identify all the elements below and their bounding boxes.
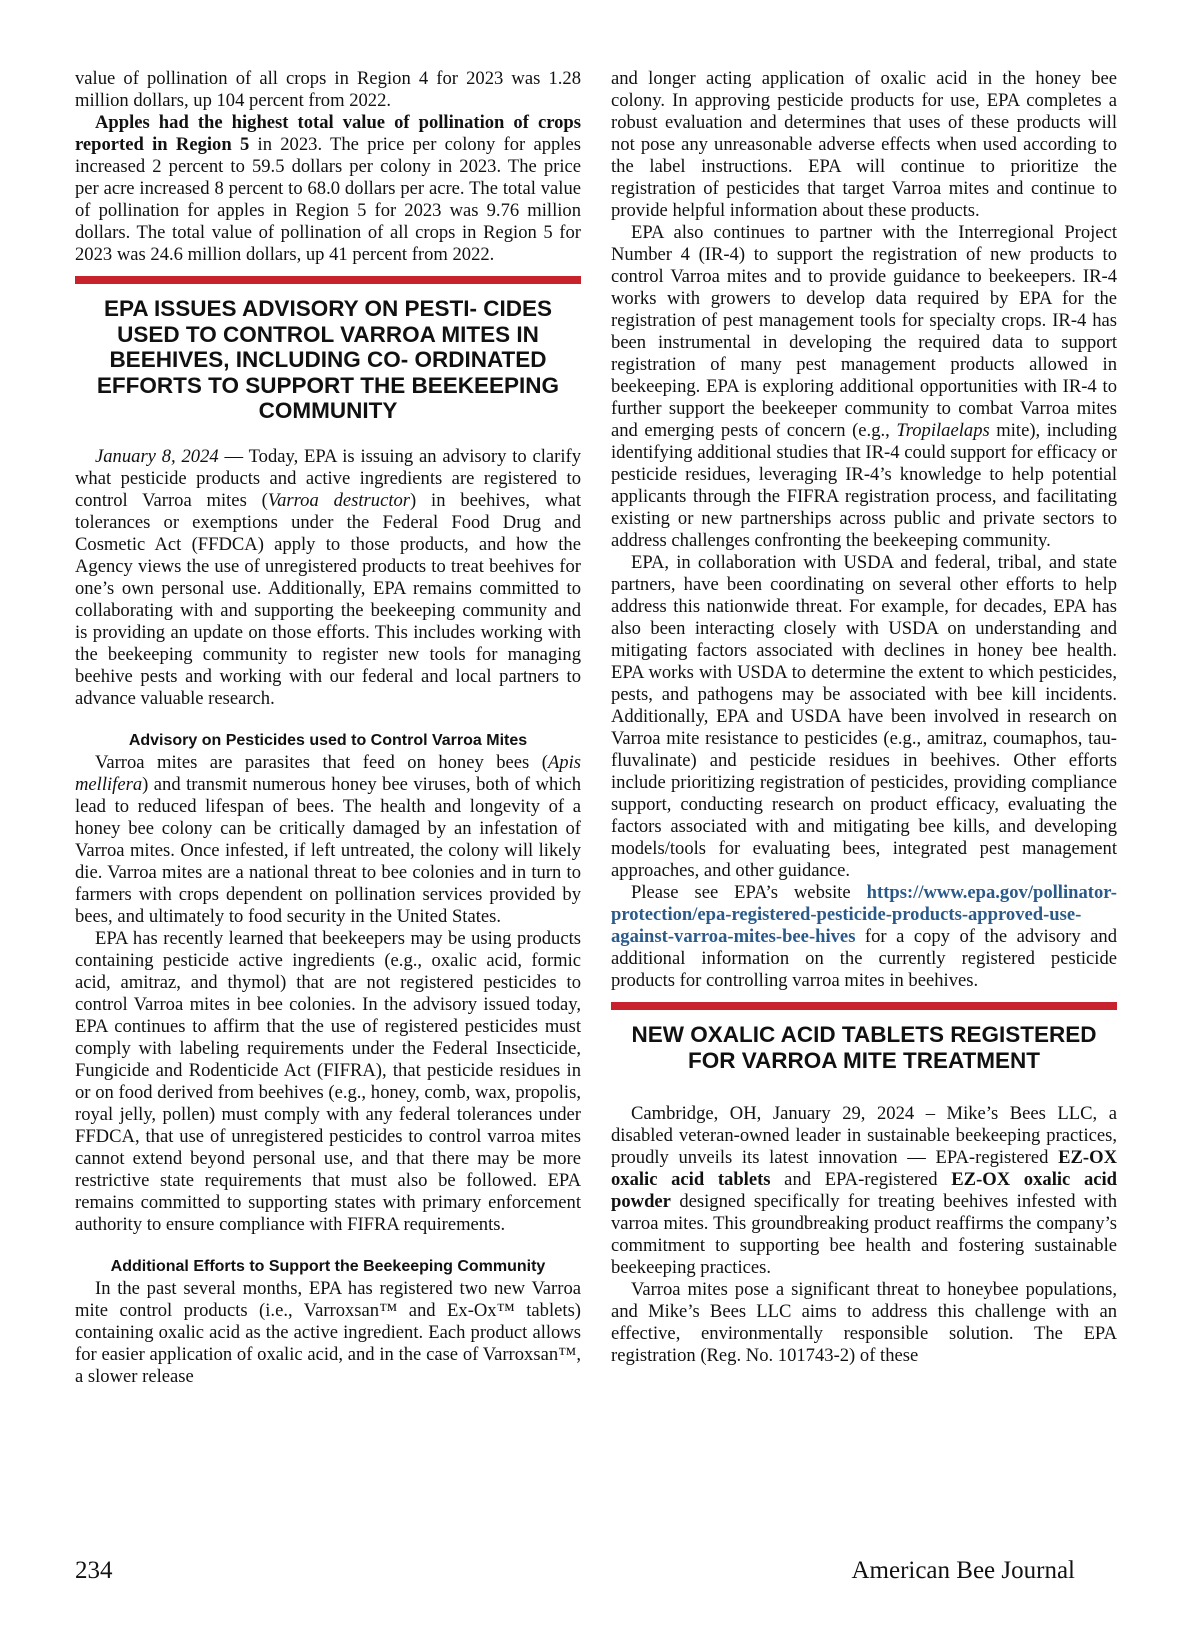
article-paragraph: January 8, 2024 — Today, EPA is issuing an advisory to clarify what pesticide products and active ingredients are registered to control Varroa mites (Varroa destructor) in beehives, what tolerances or exemptions under the Federal Food Drug and Cosmetic Act (FFDCA) apply to those products, and how the Agency views the use of unregistered products to treat beehives for one’s own personal use. Additionally, EPA remains committed to collaborating with and supporting the beekeeping community and is providing an update on those efforts. This includes working with the beekeeping community to register new tools for managing beehive pests and working with our federal and local partners to advance valuable research. (75, 445, 582, 709)
right-column (611, 68, 1117, 1367)
article-paragraph: EPA has recently learned that beekeepers may be using products containing pesticide active ingredients (e.g., oxalic acid, formic acid, amitraz, and thymol) that are not registered pesticides to control Varroa mites in bee colonies. In the advisory issued today, EPA continues to affirm that the use of registered pesticides must comply with labeling requirements under the Federal Insecticide, Fungicide and Rodenticide Act (FIFRA), that pesticide residues in or on food derived from beehives (e.g., honey, comb, wax, propolis, royal jelly, pollen) must comply with any federal tolerances under FFDCA, that use of unregistered pesticides to control varroa mites cannot extend beyond personal use, and that there may be more restrictive state requirements that must also be followed. EPA remains committed to supporting states with primary enforcement authority to ensure compliance with FIFRA requirements. (75, 927, 581, 1235)
bold-lead-text: Apples had the highest total value of pollination of crops reported in Region 5 (75, 112, 581, 155)
article-paragraph: and longer acting application of oxalic acid in the honey bee colony. In approving pesticide products for use, EPA completes a robust evaluation and determines that uses of these products will not pose any unreasonable adverse effects when used according to the label instructions. EPA will continue to prioritize the registration of pesticides that target Varroa mites and continue to provide helpful information about these products. (611, 68, 1117, 221)
article-paragraph: Please see EPA’s website https://www.epa.gov/pollinator-protection/epa-registered-pesticide-products-approved-use-against-varroa-mites-bee-hives for a copy of the advisory and additional information on the currently registered pesticide products for controlling varroa mites in beehives. (611, 882, 1117, 991)
left-column (75, 68, 581, 1388)
article-paragraph: EPA, in collaboration with USDA and federal, tribal, and state partners, have been coordinating on several other efforts to help address this nationwide threat. For example, for decades, EPA has also been interacting closely with USDA on understanding and mitigating factors associated with declines in honey bee health. EPA works with USDA to determine the extent to which pesticides, pests, and pathogens may be associated with bee kill incidents. Additionally, EPA and USDA have been involved in research on Varroa mite resistance to pesticides (e.g., amitraz, coumaphos, tau-fluvalinate) and pesticide residues in beehives. Other efforts include prioritizing registration of pesticides, providing compliance support, conducting research on product efficacy, evaluating the factors associated with and mitigating bee kills, and developing models/tools for evaluating bees, integrated pest management approaches, and other guidance. (611, 552, 1117, 881)
article-paragraph: EPA also continues to partner with the Interregional Project Number 4 (IR-4) to support the registration of new products to control Varroa mites and to provide guidance to beekeepers. IR-4 works with growers to develop data required by EPA for the registration of pest management tools for specialty crops. IR-4 has been instrumental in developing the required data to support registration of many pest management products allowed in beekeeping. EPA is exploring additional opportunities with IR-4 to further support the beekeeper community to combat Varroa mites and emerging pests of concern (e.g., Tropilaelaps mite), including identifying additional studies that IR-4 could support for efficacy or pesticide residues, leveraging IR-4’s knowledge to help potential applicants through the FIFRA registration process, and facilitating existing or new partnerships across public and private sectors to address challenges confronting the beekeeping community. (611, 222, 1118, 551)
article-headline: EPA ISSUES ADVISORY ON PESTI- CIDES USED TO CONTROL VARROA MITES IN BEEHIVES, INCLUDING CO- ORDINATED EFFORTS TO SUPPORT THE BEEKEEPING COMMUNITY (96, 296, 560, 423)
page-number: 234 (75, 1557, 113, 1584)
article-paragraph: In the past several months, EPA has registered two new Varroa mite control products (i.e., Varroxsan™ and Ex-Ox™ tablets) containing oxalic acid as the active ingredient. Each product allows for easier application of oxalic acid, and in the case of Varroxsan™, a slower release (75, 1277, 581, 1387)
article-paragraph: value of pollination of all crops in Region 4 for 2023 was 1.28 million dollars, up 104 percent from 2022. (75, 68, 581, 111)
article-paragraph: Apples had the highest total value of pollination of crops reported in Region 5 in 2023. The price per colony for apples increased 2 percent to 59.5 dollars per colony in 2023. The price per acre increased 8 percent to 68.0 dollars per acre. The total value of pollination for apples in Region 5 for 2023 was 9.76 million dollars. The total value of pollination of all crops in Region 5 for 2023 was 24.6 million dollars, up 41 percent from 2022. (75, 112, 581, 265)
section-subhead: Advisory on Pesticides used to Control Varroa Mites (128, 731, 528, 749)
epa-website-link[interactable]: https://www.epa.gov/pollinator-protection/epa-registered-pesticide-products-approved-use-against-varroa-mites-bee-hives (611, 882, 1117, 947)
journal-name: American Bee Journal (851, 1557, 1075, 1584)
article-paragraph: Varroa mites are parasites that feed on honey bees (Apis mellifera) and transmit numerous honey bee viruses, both of which lead to reduced lifespan of bees. The health and longevity of a honey bee colony can be critically damaged by an infestation of Varroa mites. Once infested, if left untreated, the colony will likely die. Varroa mites are a national threat to bee colonies and in turn to farmers with crops dependent on pollination services provided by bees, and ultimately to food security in the United States. (75, 751, 581, 927)
section-divider-rule (75, 276, 581, 284)
article-headline: NEW OXALIC ACID TABLETS REGISTERED FOR VARROA MITE TREATMENT (631, 1022, 1097, 1073)
dateline: January 8, 2024 (95, 445, 219, 467)
section-subhead: Additional Efforts to Support the Beekeeping Community (110, 1257, 546, 1275)
section-divider-rule (611, 1002, 1117, 1010)
article-paragraph: Varroa mites pose a significant threat to honeybee populations, and Mike’s Bees LLC aims to address this challenge with an effective, environmentally responsible solution. The EPA registration (Reg. No. 101743-2) of these (611, 1279, 1117, 1366)
article-paragraph: Cambridge, OH, January 29, 2024 – Mike’s Bees LLC, a disabled veteran-owned leader in sustainable beekeeping practices, proudly unveils its latest innovation — EPA-registered EZ-OX oxalic acid tablets and EPA-registered EZ-OX oxalic acid powder designed specifically for treating beehives infested with varroa mites. This groundbreaking product reaffirms the company’s commitment to supporting bee health and fostering sustainable beekeeping practices. (611, 1103, 1117, 1278)
